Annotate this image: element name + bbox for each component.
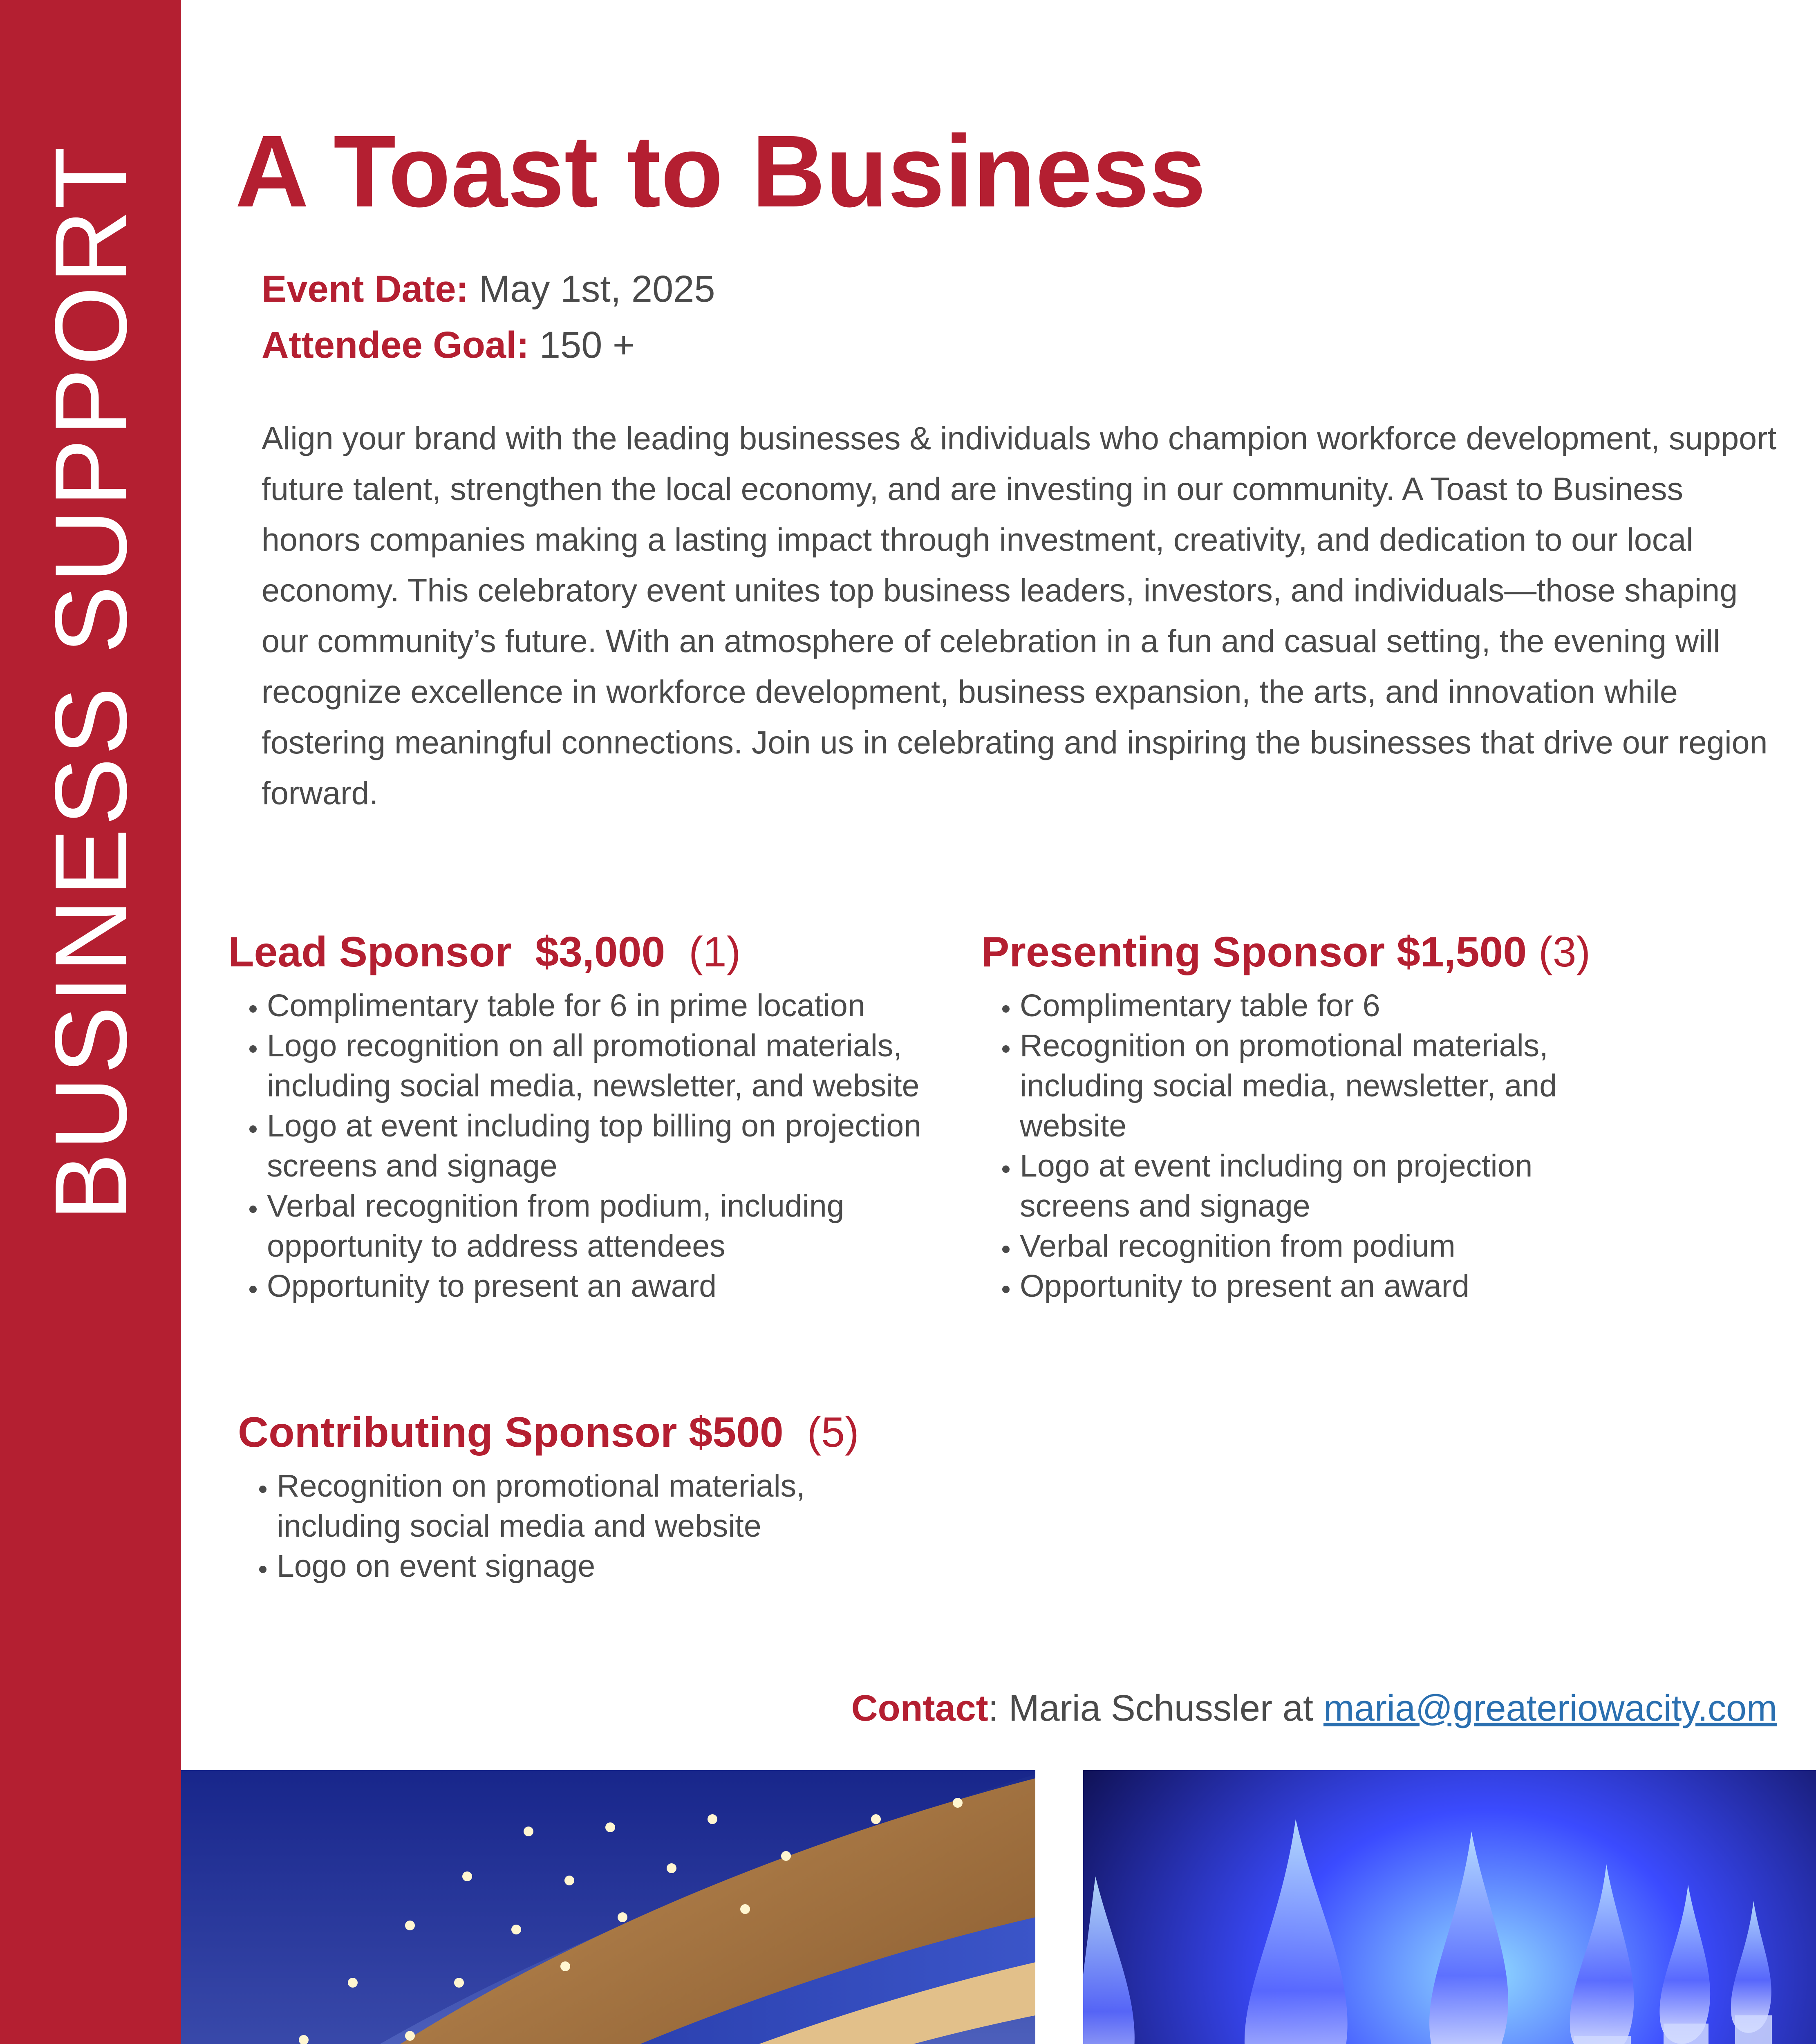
awards-photo (1083, 1770, 1816, 2044)
list-item: • Verbal recognition from podium (1020, 1226, 1643, 1266)
presenting-sponsor-tier (981, 928, 1643, 1306)
contact-email-link[interactable]: maria@greateriowacity.com (1323, 1688, 1777, 1729)
venue-photo (181, 1770, 1035, 2044)
tier-price: $1,500 (1397, 928, 1527, 976)
list-item: • Logo recognition on all promotional materials, including social media, newsletter, and website (267, 1026, 964, 1106)
list-item: • Logo on event signage (277, 1546, 871, 1586)
attendee-goal (262, 324, 635, 367)
list-item: • Verbal recognition from podium, including opportunity to address attendees (267, 1186, 964, 1266)
event-date (262, 268, 715, 311)
presenting-sponsor-heading (981, 928, 1643, 977)
lead-sponsor-tier (228, 928, 964, 1306)
list-item: • Logo at event including top billing on projection screens and signage (267, 1106, 964, 1186)
sidebar-banner (0, 0, 181, 2044)
list-item: • Complimentary table for 6 (1020, 986, 1643, 1026)
tier-price: $3,000 (535, 928, 665, 976)
contact-label: Contact (851, 1688, 988, 1729)
list-item: • Opportunity to present an award (1020, 1266, 1643, 1306)
contact-text: Maria Schussler at (998, 1688, 1323, 1729)
tier-name: Presenting Sponsor (981, 928, 1385, 976)
contact-line (851, 1688, 1777, 1730)
tier-price: $500 (689, 1409, 784, 1456)
list-item: • Recognition on promotional materials, including social media, newsletter, and website (1020, 1026, 1643, 1146)
tier-count: (3) (1538, 928, 1591, 976)
tier-name: Lead Sponsor (228, 928, 512, 976)
tier-count: (1) (689, 928, 741, 976)
attendee-goal-value: 150 + (539, 324, 635, 366)
contact-separator: : (988, 1688, 999, 1729)
presenting-sponsor-benefits (981, 986, 1643, 1306)
awards-photo-image (1083, 1770, 1816, 2044)
list-item: • Complimentary table for 6 in prime location (267, 986, 964, 1026)
attendee-goal-label: Attendee Goal: (262, 324, 529, 366)
list-item: • Recognition on promotional materials, including social media and website (277, 1466, 871, 1546)
intro-paragraph: Align your brand with the leading businesses & individuals who champion workforce development, support future talent, strengthen the local economy, and are investing in our community. A Toast to Business honors companies making a lasting impact through investment, creativity, and dedication to our local economy. This celebratory event unites top business leaders, investors, and individuals—those shaping our community’s future. With an atmosphere of celebration in a fun and casual setting, the evening will recognize excellence in workforce development, business expansion, the arts, and innovation while fostering meaningful connections. Join us in celebrating and inspiring the businesses that drive our region forward. (262, 420, 1777, 811)
event-date-label: Event Date: (262, 268, 469, 310)
event-date-value: May 1st, 2025 (479, 268, 715, 310)
contributing-sponsor-heading (238, 1408, 871, 1457)
contributing-sponsor-benefits (238, 1466, 871, 1586)
venue-photo-image (181, 1770, 1035, 2044)
tier-name: Contributing Sponsor (238, 1409, 677, 1456)
tier-count: (5) (807, 1409, 859, 1456)
lead-sponsor-heading (228, 928, 964, 977)
list-item: • Logo at event including on projection screens and signage (1020, 1146, 1643, 1226)
lead-sponsor-benefits (228, 986, 964, 1306)
contributing-sponsor-tier (238, 1408, 871, 1586)
sidebar-banner-text: BUSINESS SUPPORT (34, 144, 148, 1221)
page-title: A Toast to Business (235, 114, 1206, 228)
list-item: • Opportunity to present an award (267, 1266, 964, 1306)
